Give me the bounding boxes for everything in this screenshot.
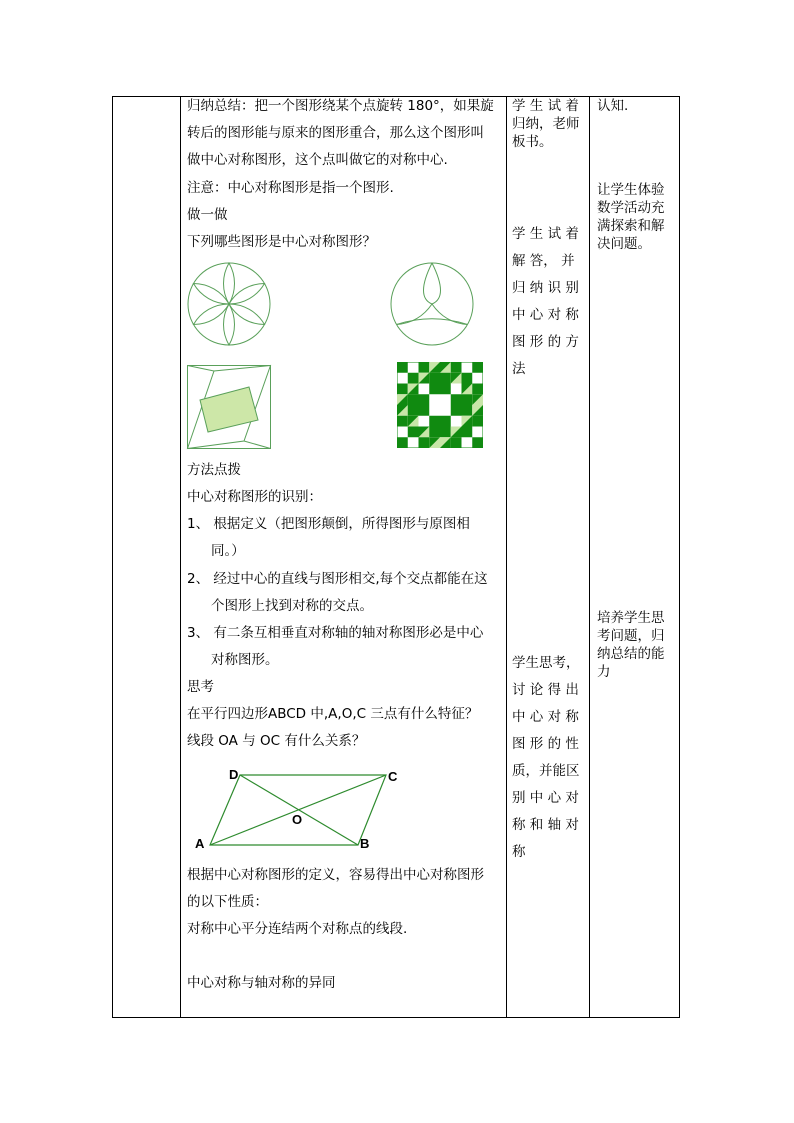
patchwork-tile-figure (397, 362, 483, 448)
intent-line: 让学生体验 (597, 182, 665, 198)
section-heading: 思考 (187, 679, 214, 695)
question-text: 在平行四边形ABCD 中,A,O,C 三点有什么特征？ (187, 706, 479, 722)
activity-line: 学 生 试 着 (512, 226, 579, 242)
vertex-label-a: A (195, 836, 205, 851)
property-text: 对称中心平分连结两个对称点的线段. (187, 921, 408, 937)
activity-line: 归纳，老师 (512, 116, 580, 132)
activity-line: 学生思考， (512, 655, 580, 671)
question-text: 下列哪些图形是中心对称图形？ (187, 234, 376, 250)
intent-line: 培养学生思 (597, 610, 665, 626)
question-text: 线段 OA 与 OC 有什么关系？ (187, 733, 366, 749)
activity-line: 图 形 的 性 (512, 736, 579, 752)
vertex-label-c: C (388, 769, 398, 784)
intent-line: 决问题。 (597, 236, 651, 252)
three-arc-figure (389, 261, 475, 347)
activity-line: 归 纳 识 别 (512, 280, 579, 296)
method-item: 对称图形。 (211, 652, 279, 668)
parallelogram-diagram (190, 762, 415, 854)
activity-line: 解 答， 并 (512, 253, 575, 269)
section-heading: 方法点拨 (187, 462, 241, 478)
method-item: 个图形上找到对称的交点。 (211, 598, 373, 614)
flower-figure (186, 261, 272, 347)
activity-line: 中 心 对 称 (512, 307, 579, 323)
activity-line: 图 形 的 方 (512, 334, 579, 350)
intent-line: 力 (597, 664, 611, 680)
tilted-square-figure (186, 364, 272, 450)
intent-line: 满探索和解 (597, 218, 665, 234)
method-item: 3、 有二条互相垂直对称轴的轴对称图形必是中心 (187, 625, 484, 641)
activity-line: 别 中 心 对 (512, 790, 579, 806)
method-item: 2、 经过中心的直线与图形相交,每个交点都能在这 (187, 571, 488, 587)
intent-line: 数学活动充 (597, 200, 665, 216)
method-item: 1、 根据定义（把图形颠倒，所得图形与原图相 (187, 516, 470, 532)
intent-line: 考问题，归 (597, 628, 665, 644)
summary-line: 做中心对称图形，这个点叫做它的对称中心. (187, 152, 448, 168)
activity-line: 学 生 试 着 (512, 98, 579, 114)
comparison-heading: 中心对称与轴对称的异同 (187, 975, 336, 991)
intent-line: 纳总结的能 (597, 646, 665, 662)
vertex-label-d: D (229, 767, 239, 782)
method-item: 同。） (211, 543, 245, 559)
intent-line: 认知. (597, 98, 629, 114)
activity-line: 质，并能区 (512, 763, 580, 779)
activity-line: 法 (512, 361, 526, 377)
section-heading: 做一做 (187, 207, 228, 223)
summary-line: 归纳总结：把一个图形绕某个点旋转 180°，如果旋 (187, 98, 494, 114)
column-divider (589, 97, 590, 1017)
note-text: 注意：中心对称图形是指一个图形. (187, 180, 394, 196)
subheading: 中心对称图形的识别： (187, 489, 322, 505)
activity-line: 称 和 轴 对 (512, 817, 579, 833)
activity-line: 称 (512, 844, 526, 860)
center-label-o: O (292, 812, 303, 827)
column-divider (506, 97, 507, 1017)
activity-line: 板书。 (512, 134, 553, 150)
column-divider (180, 97, 181, 1017)
activity-line: 讨 论 得 出 (512, 682, 579, 698)
conclusion-line: 的以下性质： (187, 894, 268, 910)
vertex-label-b: B (360, 836, 370, 851)
activity-line: 中 心 对 称 (512, 709, 579, 725)
summary-line: 转后的图形能与原来的图形重合，那么这个图形叫 (187, 125, 484, 141)
conclusion-line: 根据中心对称图形的定义，容易得出中心对称图形 (187, 867, 484, 883)
